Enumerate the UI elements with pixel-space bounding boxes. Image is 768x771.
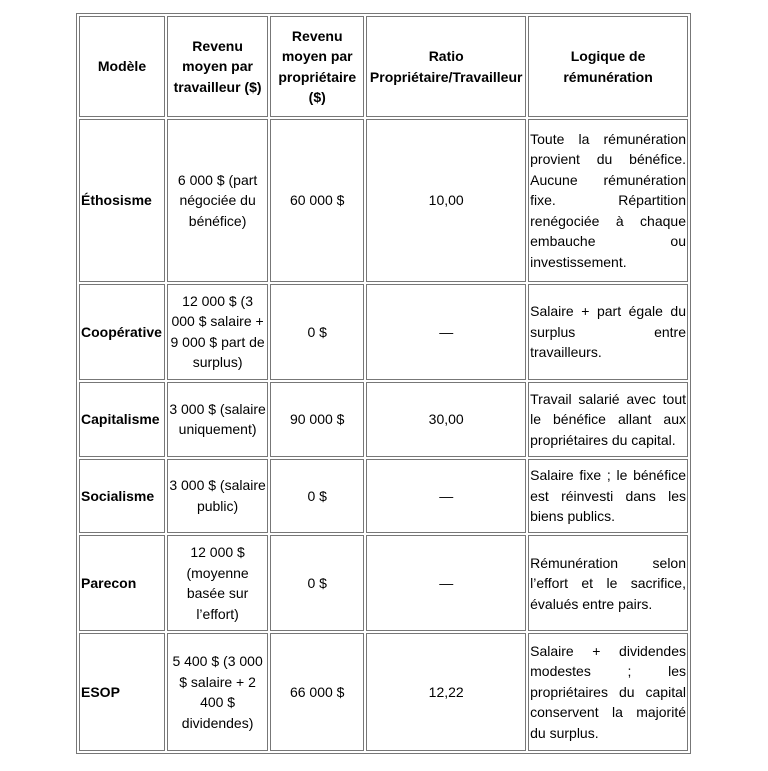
ratio-cell: 30,00 (366, 382, 526, 457)
ratio-cell: — (366, 459, 526, 534)
ratio-cell: — (366, 284, 526, 380)
owner-income-cell: 0 $ (270, 535, 364, 631)
worker-income-cell: 12 000 $ (3 000 $ salaire + 9 000 $ part de surplus) (167, 284, 268, 380)
model-cell: Socialisme (79, 459, 165, 534)
header-logic: Logique de rémunération (528, 16, 688, 117)
model-cell: Coopérative (79, 284, 165, 380)
worker-income-cell: 6 000 $ (part négociée du bénéfice) (167, 119, 268, 282)
table-row (79, 382, 688, 457)
model-cell: Éthosisme (79, 119, 165, 282)
header-worker-income: Revenu moyen par travailleur ($) (167, 16, 268, 117)
logic-cell: Rémunération selon l’effort et le sacrifice, évalués entre pairs. (528, 535, 688, 631)
table-row (79, 119, 688, 282)
worker-income-cell: 3 000 $ (salaire public) (167, 459, 268, 534)
model-cell: ESOP (79, 633, 165, 751)
logic-cell: Salaire fixe ; le bénéfice est réinvesti dans les biens publics. (528, 459, 688, 534)
logic-cell: Salaire + dividendes modestes ; les propriétaires du capital conservent la majorité du surplus. (528, 633, 688, 751)
owner-income-cell: 90 000 $ (270, 382, 364, 457)
owner-income-cell: 60 000 $ (270, 119, 364, 282)
worker-income-cell: 5 400 $ (3 000 $ salaire + 2 400 $ dividendes) (167, 633, 268, 751)
table-row (79, 284, 688, 380)
header-row (79, 16, 688, 117)
logic-cell: Toute la rémunération provient du bénéfice. Aucune rémunération fixe. Répartition renégociée à chaque embauche ou investissement. (528, 119, 688, 282)
logic-cell: Salaire + part égale du surplus entre travailleurs. (528, 284, 688, 380)
table-row (79, 535, 688, 631)
model-cell: Capitalisme (79, 382, 165, 457)
ratio-cell: 10,00 (366, 119, 526, 282)
model-cell: Parecon (79, 535, 165, 631)
ratio-cell: — (366, 535, 526, 631)
logic-cell: Travail salarié avec tout le bénéfice allant aux propriétaires du capital. (528, 382, 688, 457)
compensation-comparison-table (76, 13, 691, 754)
owner-income-cell: 0 $ (270, 284, 364, 380)
worker-income-cell: 3 000 $ (salaire uniquement) (167, 382, 268, 457)
owner-income-cell: 0 $ (270, 459, 364, 534)
header-ratio: Ratio Propriétaire/Travailleur (366, 16, 526, 117)
owner-income-cell: 66 000 $ (270, 633, 364, 751)
header-owner-income: Revenu moyen par propriétaire ($) (270, 16, 364, 117)
worker-income-cell: 12 000 $ (moyenne basée sur l’effort) (167, 535, 268, 631)
table-row (79, 633, 688, 751)
header-model: Modèle (79, 16, 165, 117)
table-row (79, 459, 688, 534)
ratio-cell: 12,22 (366, 633, 526, 751)
